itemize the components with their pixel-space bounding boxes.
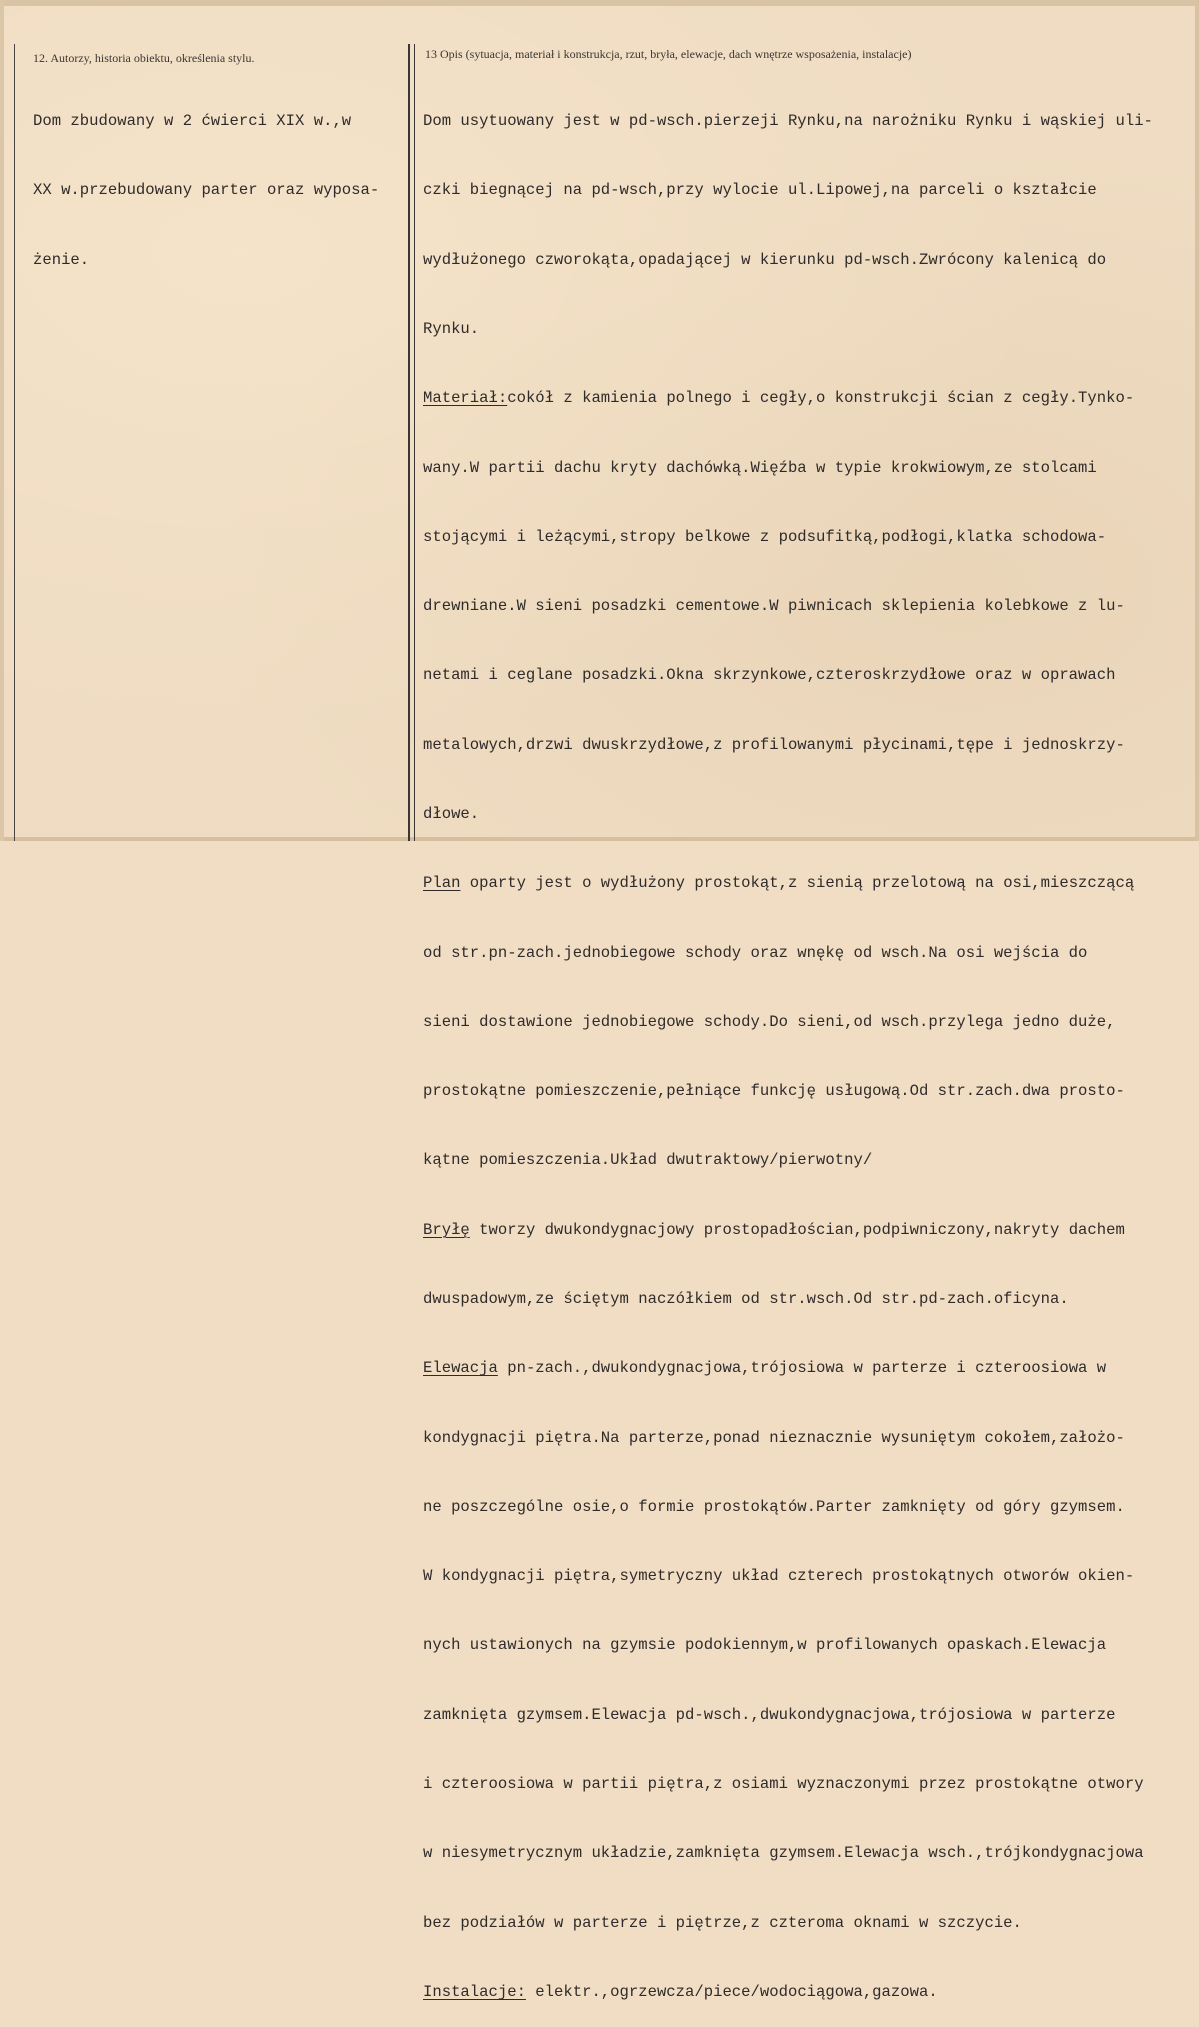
typed-line: nych ustawionych na gzymsie podokiennym,w profilowanych opaskach.Elewacja bbox=[423, 1636, 1107, 1655]
typed-line: Rynku. bbox=[423, 320, 480, 339]
typed-line: od str.pn-zach.jednobiegowe schody oraz wnękę od wsch.Na osi wejścia do bbox=[423, 943, 1088, 962]
typed-line: wydłużonego czworokąta,opadającej w kierunku pd-wsch.Zwrócony kalenicą do bbox=[423, 250, 1107, 269]
typed-line: zamknięta gzymsem.Elewacja pd-wsch.,dwukondygnacjowa,trójosiowa w parterze bbox=[423, 1705, 1116, 1724]
typed-line: drewniane.W sieni posadzki cementowe.W piwnicach sklepienia kolebkowe z lu- bbox=[423, 597, 1125, 616]
typed-line: Dom zbudowany w 2 ćwierci XIX w.,w bbox=[33, 112, 352, 131]
label-bryla: Bryłę bbox=[423, 1220, 470, 1239]
column-divider bbox=[408, 44, 410, 841]
typed-line: netami i ceglane posadzki.Okna skrzynkowe,czteroskrzydłowe oraz w oprawach bbox=[423, 666, 1116, 685]
typed-line: czki biegnącej na pd-wsch,przy wylocie ul.Lipowej,na parceli o kształcie bbox=[423, 181, 1097, 200]
label-elewacja: Elewacja bbox=[423, 1359, 498, 1378]
typed-line: kondygnacji piętra.Na parterze,ponad nieznacznie wysuniętym cokołem,założo- bbox=[423, 1428, 1125, 1447]
typed-line-elewacja: Elewacja pn-zach.,dwukondygnacjowa,trójosiowa w parterze i czteroosiowa w bbox=[423, 1359, 1107, 1378]
typed-line-bryla: Bryłę tworzy dwukondygnacjowy prostopadłościan,podpiwniczony,nakryty dachem bbox=[423, 1220, 1125, 1239]
typed-line: Dom usytuowany jest w pd-wsch.pierzeji Rynku,na narożniku Rynku i wąskiej uli- bbox=[423, 112, 1153, 131]
section-13-body bbox=[423, 64, 1153, 2027]
label-plan: Plan bbox=[423, 874, 461, 893]
card-edge-right bbox=[1195, 0, 1199, 841]
typed-line: i czteroosiowa w partii piętra,z osiami wyznaczonymi przez prostokątne otwory bbox=[423, 1774, 1144, 1793]
card-edge-left bbox=[0, 0, 4, 841]
card-edge-top bbox=[0, 0, 1199, 6]
typed-line: prostokątne pomieszczenie,pełniące funkcję usługową.Od str.zach.dwa prosto- bbox=[423, 1082, 1125, 1101]
section-12-heading: 12. Autorzy, historia obiektu, określenia stylu. bbox=[33, 51, 255, 65]
section-13-heading: 13 Opis (sytuacja, materiał i konstrukcja, rzut, bryła, elewacje, dach wnętrze wsposażenia, instalacje) bbox=[425, 47, 912, 61]
typed-line: W kondygnacji piętra,symetryczny układ czterech prostokątnych otworów okien- bbox=[423, 1567, 1135, 1586]
typed-line: żenie. bbox=[33, 250, 90, 269]
typed-line: bez podziałów w parterze i piętrze,z czteroma oknami w szczycie. bbox=[423, 1913, 1022, 1932]
section-12-body bbox=[33, 64, 379, 295]
typed-line-plan: Plan oparty jest o wydłużony prostokąt,z sienią przelotową na osi,mieszczącą bbox=[423, 874, 1135, 893]
label-instalacje: Instalacje: bbox=[423, 1982, 526, 2001]
typed-line: dwuspadowym,ze ściętym naczółkiem od str.wsch.Od str.pd-zach.oficyna. bbox=[423, 1289, 1069, 1308]
typed-line: stojącymi i leżącymi,stropy belkowe z podsufitką,podłogi,klatka schodowa- bbox=[423, 527, 1107, 546]
typed-line: ne poszczególne osie,o formie prostokątów.Parter zamknięty od góry gzymsem. bbox=[423, 1497, 1125, 1516]
typed-line: kątne pomieszczenia.Układ dwutraktowy/pierwotny/ bbox=[423, 1151, 873, 1170]
typed-line: wany.W partii dachu kryty dachówką.Więźba w typie krokwiowym,ze stolcami bbox=[423, 458, 1097, 477]
typed-line: sieni dostawione jednobiegowe schody.Do sieni,od wsch.przylega jedno duże, bbox=[423, 1012, 1116, 1031]
typed-line: dłowe. bbox=[423, 805, 480, 823]
label-material: Materiał: bbox=[423, 389, 508, 408]
left-margin-rule bbox=[14, 44, 15, 841]
typed-line-instalacje: Instalacje: elektr.,ogrzewcza/piece/wodociągowa,gazowa. bbox=[423, 1982, 938, 2001]
typed-line: XX w.przebudowany parter oraz wyposa- bbox=[33, 181, 380, 200]
typed-line: metalowych,drzwi dwuskrzydłowe,z profilowanymi płycinami,tępe i jednoskrzy- bbox=[423, 735, 1125, 754]
typed-line: w niesymetrycznym układzie,zamknięta gzymsem.Elewacja wsch.,trójkondygnacjowa bbox=[423, 1844, 1144, 1863]
typed-line-material: Materiał:cokół z kamienia polnego i cegły,o konstrukcji ścian z cegły.Tynko- bbox=[423, 389, 1135, 408]
column-divider-thin bbox=[414, 44, 415, 841]
